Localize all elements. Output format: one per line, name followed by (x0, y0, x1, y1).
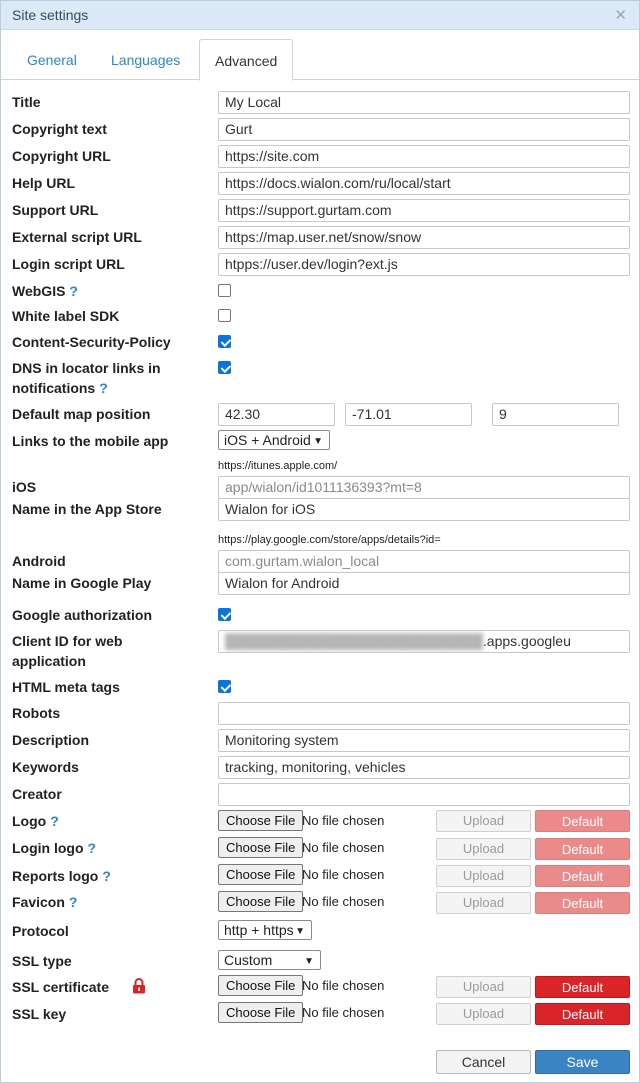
app-store-name-label: Name in the App Store (12, 501, 162, 517)
login-logo-default-button[interactable]: Default (535, 838, 630, 860)
map-latitude-input[interactable]: 42.30 (218, 403, 335, 426)
external-script-url-label: External script URL (12, 229, 142, 245)
ssl-certificate-upload-button[interactable]: Upload (436, 976, 531, 998)
client-id-redacted: ██████████████████████████ (225, 633, 483, 649)
description-input[interactable]: Monitoring system (218, 729, 630, 752)
android-url-prefix: https://play.google.com/store/apps/details?id= (218, 534, 441, 546)
login-script-url-label: Login script URL (12, 256, 125, 272)
reports-logo-upload-button[interactable]: Upload (436, 865, 531, 887)
login-logo-label (12, 838, 96, 858)
help-icon[interactable]: ? (50, 813, 59, 829)
help-icon[interactable]: ? (68, 894, 78, 910)
logo-label (12, 811, 59, 831)
default-map-position-label: Default map position (12, 406, 151, 422)
copyright-text-input[interactable]: Gurt (218, 118, 630, 141)
support-url-label: Support URL (12, 202, 99, 218)
reports-logo-file-status: No file chosen (302, 867, 385, 882)
reports-logo-default-button[interactable]: Default (535, 865, 630, 887)
tab-general[interactable]: General (27, 52, 77, 68)
dialog-titlebar (1, 1, 639, 30)
ssl-key-label: SSL key (12, 1006, 67, 1022)
ios-app-input[interactable]: app/wialon/id1011136393?mt=8 (218, 476, 630, 499)
cancel-button[interactable]: Cancel (436, 1050, 531, 1074)
support-url-input[interactable]: https://support.gurtam.com (218, 199, 630, 222)
ios-url-prefix: https://itunes.apple.com/ (218, 460, 338, 472)
webgis-label-text: WebGIS (12, 283, 66, 299)
client-id-input[interactable] (218, 630, 630, 653)
html-meta-label: HTML meta tags (12, 679, 120, 695)
login-logo-upload-button[interactable]: Upload (436, 838, 531, 860)
save-button[interactable]: Save (535, 1050, 630, 1074)
chevron-down-icon: ▼ (313, 436, 323, 447)
mobile-links-value: iOS + Android (224, 432, 311, 448)
google-auth-checkbox[interactable] (218, 608, 231, 621)
ssl-type-select[interactable] (218, 950, 321, 970)
copyright-url-label: Copyright URL (12, 148, 111, 164)
description-label: Description (12, 732, 90, 748)
protocol-value: http + https (224, 922, 294, 938)
help-icon[interactable]: ? (102, 868, 111, 884)
android-app-input[interactable]: com.gurtam.wialon_local (218, 550, 630, 573)
dialog-title: Site settings (12, 7, 89, 23)
keywords-input[interactable]: tracking, monitoring, vehicles (218, 756, 630, 779)
creator-input[interactable] (218, 783, 630, 806)
login-script-url-input[interactable]: htpps://user.dev/login?ext.js (218, 253, 630, 276)
ssl-key-upload-button[interactable]: Upload (436, 1003, 531, 1025)
client-id-label-line1: Client ID for web (12, 633, 123, 649)
google-auth-label: Google authorization (12, 607, 152, 623)
robots-input[interactable] (218, 702, 630, 725)
ssl-certificate-default-button[interactable]: Default (535, 976, 630, 998)
dns-locator-label-text: notifications (12, 380, 96, 396)
title-label: Title (12, 94, 41, 110)
logo-label-text: Logo (12, 813, 47, 829)
tab-bar (1, 30, 639, 80)
mobile-links-select[interactable] (218, 430, 330, 450)
ssl-key-default-button[interactable]: Default (535, 1003, 630, 1025)
favicon-label (12, 892, 77, 912)
reports-logo-label (12, 866, 111, 886)
external-script-url-input[interactable]: https://map.user.net/snow/snow (218, 226, 630, 249)
dns-locator-label-line1: DNS in locator links in (12, 360, 161, 376)
white-label-sdk-label: White label SDK (12, 308, 120, 324)
protocol-label: Protocol (12, 923, 69, 939)
dns-locator-checkbox[interactable] (218, 361, 231, 374)
help-url-label: Help URL (12, 175, 75, 191)
map-longitude-input[interactable]: -71.01 (345, 403, 472, 426)
webgis-checkbox[interactable] (218, 284, 231, 297)
webgis-label (12, 281, 78, 301)
copyright-url-input[interactable]: https://site.com (218, 145, 630, 168)
chevron-down-icon: ▼ (304, 956, 314, 967)
dns-locator-label-line2 (12, 378, 108, 398)
favicon-upload-button[interactable]: Upload (436, 892, 531, 914)
google-play-name-input[interactable]: Wialon for Android (218, 572, 630, 595)
login-logo-label-text: Login logo (12, 840, 84, 856)
mobile-links-label: Links to the mobile app (12, 433, 169, 449)
help-url-input[interactable]: https://docs.wialon.com/ru/local/start (218, 172, 630, 195)
title-input[interactable]: My Local (218, 91, 630, 114)
favicon-label-text: Favicon (12, 894, 65, 910)
logo-choose-file-button[interactable]: Choose File (218, 810, 303, 831)
ssl-type-label: SSL type (12, 953, 72, 969)
ssl-key-file-status: No file chosen (302, 1005, 385, 1020)
csp-label: Content-Security-Policy (12, 334, 171, 350)
html-meta-checkbox[interactable] (218, 680, 231, 693)
login-logo-file-status: No file chosen (302, 840, 385, 855)
app-store-name-input[interactable]: Wialon for iOS (218, 498, 630, 521)
ios-label: iOS (12, 479, 37, 495)
client-id-label-line2: application (12, 653, 86, 669)
csp-checkbox[interactable] (218, 335, 231, 348)
close-icon[interactable]: ✕ (614, 7, 627, 24)
android-label: Android (12, 553, 66, 569)
logo-upload-button[interactable]: Upload (436, 810, 531, 832)
ssl-type-value: Custom (224, 952, 273, 968)
keywords-label: Keywords (12, 759, 79, 775)
reports-logo-choose-file-button[interactable]: Choose File (218, 864, 303, 885)
chevron-down-icon: ▼ (295, 926, 305, 937)
login-logo-choose-file-button[interactable]: Choose File (218, 837, 303, 858)
copyright-text-label: Copyright text (12, 121, 107, 137)
tab-languages[interactable]: Languages (111, 52, 181, 68)
reports-logo-label-text: Reports logo (12, 868, 99, 884)
ssl-certificate-file-status: No file chosen (302, 978, 385, 993)
robots-label: Robots (12, 705, 61, 721)
client-id-suffix: .apps.googleu (482, 633, 571, 649)
tab-advanced[interactable]: Advanced (199, 39, 293, 81)
favicon-choose-file-button[interactable]: Choose File (218, 891, 303, 912)
favicon-default-button[interactable]: Default (535, 892, 630, 914)
ssl-key-choose-file-button[interactable]: Choose File (218, 1002, 303, 1023)
logo-file-status: No file chosen (302, 813, 385, 828)
white-label-sdk-checkbox[interactable] (218, 309, 231, 322)
creator-label: Creator (12, 786, 62, 802)
lock-icon (132, 978, 146, 994)
protocol-select[interactable] (218, 920, 312, 940)
ssl-certificate-choose-file-button[interactable]: Choose File (218, 975, 303, 996)
ssl-certificate-label: SSL certificate (12, 979, 110, 995)
help-icon[interactable]: ? (69, 283, 78, 299)
map-zoom-input[interactable]: 9 (492, 403, 619, 426)
help-icon[interactable]: ? (87, 840, 97, 856)
help-icon[interactable]: ? (99, 380, 108, 396)
google-play-name-label: Name in Google Play (12, 575, 152, 591)
favicon-file-status: No file chosen (302, 894, 385, 909)
logo-default-button[interactable]: Default (535, 810, 630, 832)
